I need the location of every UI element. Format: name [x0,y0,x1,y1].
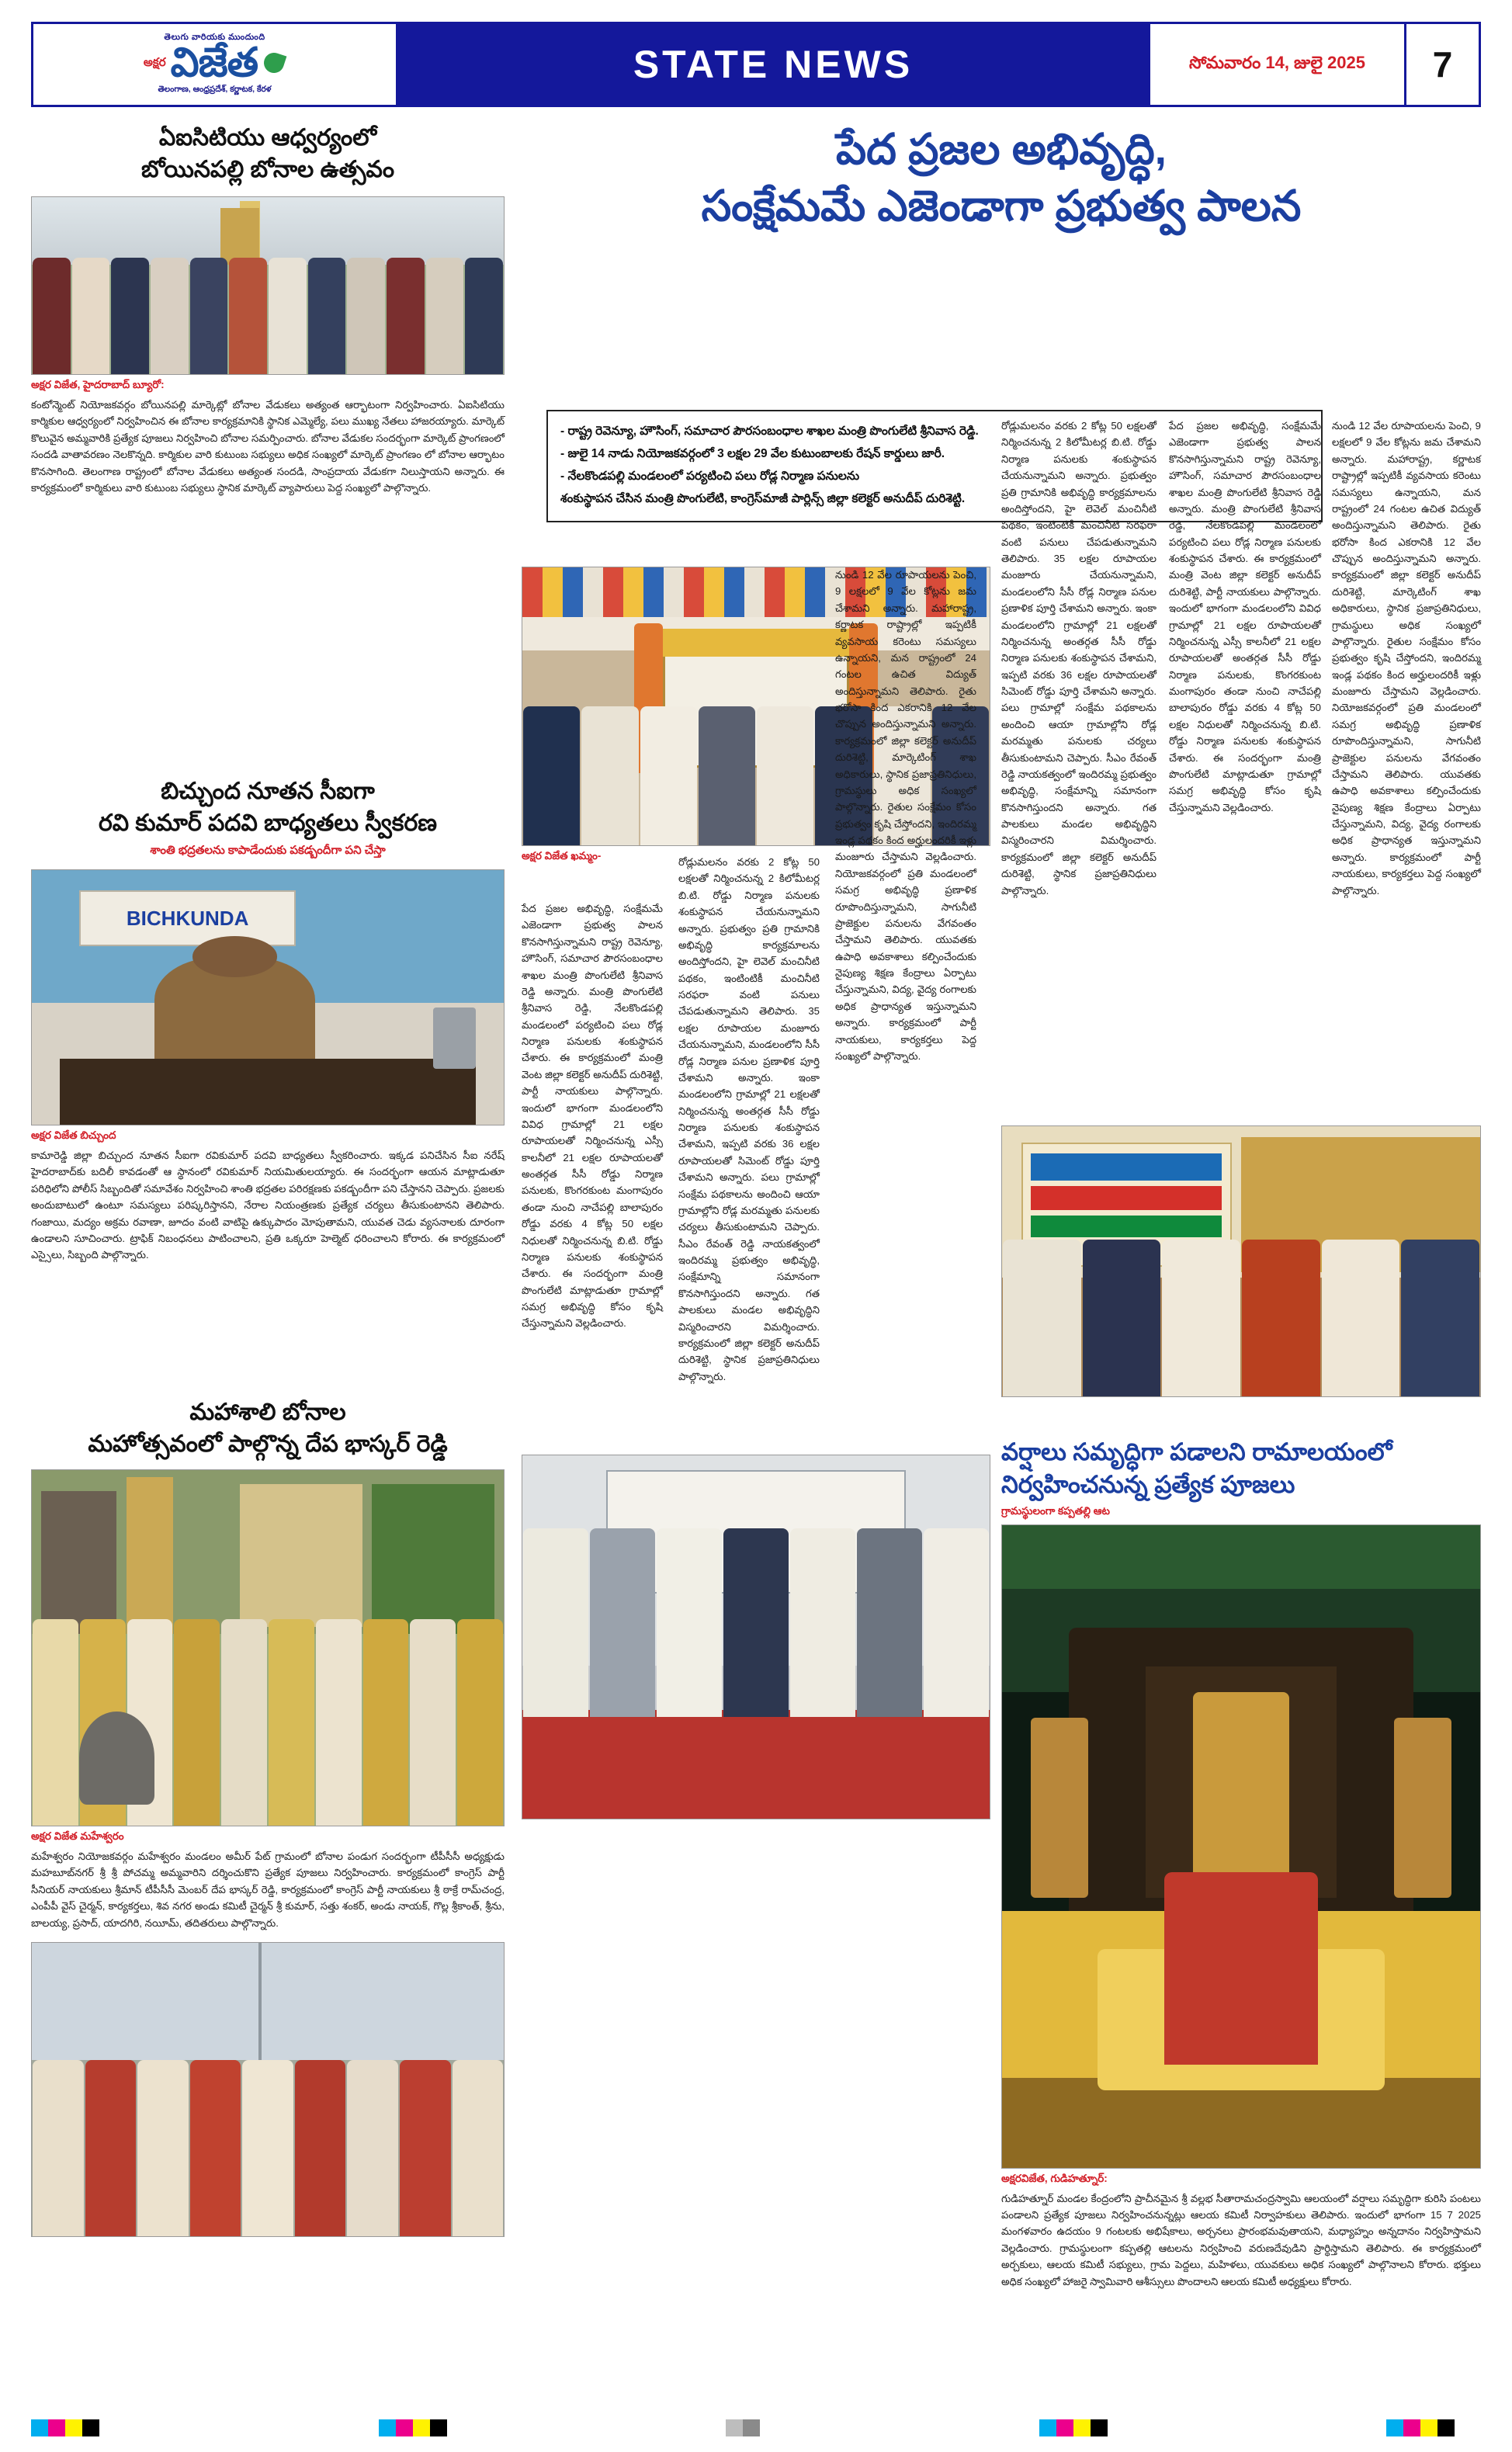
main-story [522,121,1481,234]
story-bichkunda-subhead: శాంతి భద్రతలను కాపాడేందుకు పకడ్బందీగా పని చేస్తా [150,844,386,857]
main-story-headline: పేద ప్రజల అభివృద్ధి, సంక్షేమమే ఎజెండాగా ప్రభుత్వ పాలన [701,125,1302,230]
color-swatch-grey-dark [743,2419,760,2436]
color-swatch-group-2 [379,2419,447,2436]
color-swatch-magenta [48,2419,65,2436]
color-swatch-cyan [379,2419,396,2436]
main-story-caption: అక్షర విజేత ఖమ్మం- [522,850,602,862]
color-swatch-cyan [1039,2419,1056,2436]
masthead [31,22,1481,107]
publication-logo [33,24,398,105]
color-swatch-cyan [1386,2419,1403,2436]
story-mahotsavam-photo-2 [31,1942,505,2237]
story-mahotsavam-body: మహేశ్వరం నియోజకవర్గం మహేశ్వరం మండలం అమీర్ పేట్ గ్రామంలో బోనాల పండుగ సందర్భంగా టీపీసీసీ అధ్యక్షుడు మహబూబ్‌నగర్ శ్రీ శ్రీ పోచమ్మ అమ్మవారిని దర్శించుకొని ప్రత్యేక పూజలు నిర్వహించారు. కార్యక్రమంలో కాంగ్రెస్ పార్టీ సీనియర్ నాయకులు శ్రీమాన్ టీపీసీసీ మెంబర్ దేప భాస్కర్ రెడ్డి, కార్యక్రమంలో కాంగ్రెస్ పార్టీ నాయకులు శ్రీ ఠాక్రే రామ్‌చంద్ర, ఎంపీపీ వైస్ చైర్మన్, కార్యకర్తలు, శివ నగర అండు కమిటీ చైర్మన్ శ్రీ కుమార్, సత్తు శంకర్, అండు నాయక్, గొల్ల శ్రీకాంత్, శ్రీను, బాలయ్య, ప్రసాద్, యాదగిరి, నయీమ్, తదితరులు పాల్గొన్నారు. [31,1850,505,1929]
story-ramalayam-subhead: గ్రామస్థులంగా కప్పతల్లి ఆట [1001,1504,1110,1517]
bichkunda-sign-text: BICHKUNDA [79,890,297,946]
story-bichkunda [31,776,505,1264]
story-mahotsavam-headline: మహాశాలి బోనాల మహోత్సవంలో పాల్గొన్న దేప భాస్కర్ రెడ్డి [88,1399,448,1457]
story-tngos [522,1444,990,1823]
color-swatch-black [1091,2419,1108,2436]
main-story-text-col-6: నుండి 12 వేల రూపాయలను పెంచి, 9 లక్షలలో 9 వేల కోట్లను జమ చేశామని అన్నారు. మహారాష్ట్ర, కర్ణాటక రాష్ట్రాల్లో ఇప్పటికీ వ్యవసాయ కరెంటు సమస్యలు ఉన్నాయని, మన రాష్ట్రంలో 24 గంటల ఉచిత విద్యుత్ అందిస్తున్నామని తెలిపారు. రైతు భరోసా కింద ఎకరానికి 12 వేల చొప్పున అందిస్తున్నామని అన్నారు. కార్యక్రమంలో జిల్లా కలెక్టర్ అనుదీప్ దురిశెట్టి, మార్కెటింగ్ శాఖ అధికారులు, స్థానిక ప్రజాప్రతినిధులు, గ్రామస్థులు అధిక సంఖ్యలో పాల్గొన్నారు. రైతుల సంక్షేమం కోసం ప్రభుత్వం కృషి చేస్తోందని, ఇందిరమ్మ ఇండ్ల పథకం కింద అర్హులందరికీ ఇళ్లు మంజూరు చేస్తామని వెల్లడించారు. నియోజకవర్గంలో ప్రతి మండలంలో సమగ్ర అభివృద్ధి ప్రణాళిక రూపొందిస్తున్నామని, సాగునీటి ప్రాజెక్టుల పనులను వేగవంతం చేస్తామని తెలిపారు. యువతకు ఉపాధి అవకాశాలు కల్పించేందుకు నైపుణ్య శిక్షణ కేంద్రాలు ఏర్పాటు చేస్తున్నామని, విద్య, వైద్య రంగాలకు అధిక ప్రాధాన్యత ఇస్తున్నామని అన్నారు. కార్యక్రమంలో పార్టీ నాయకులు, కార్యకర్తలు పెద్ద సంఖ్యలో పాల్గొన్నారు. [1332,420,1481,897]
leaf-icon [262,50,287,76]
color-swatch-group-3 [726,2419,760,2436]
color-swatch-yellow [1420,2419,1437,2436]
color-swatch-cyan [31,2419,48,2436]
color-swatch-magenta [1056,2419,1073,2436]
main-story-text-col-1: పేద ప్రజల అభివృద్ధి, సంక్షేమమే ఎజెండాగా ప్రభుత్వ పాలన కొనసాగిస్తున్నామని రాష్ట్ర రెవెన్యూ, హౌసింగ్, సమాచార పౌరసంబంధాల శాఖల మంత్రి పొంగులేటి శ్రీనివాస రెడ్డి అన్నారు. మంత్రి పొంగులేటి శ్రీనివాస రెడ్డి, నేలకొండపల్లి మండలంలో పర్యటించి పలు రోడ్ల నిర్మాణ పనులకు శంకుస్థాపన చేశారు. ఈ కార్యక్రమంలో మంత్రి వెంట జిల్లా కలెక్టర్ అనుదీప్ దురిశెట్టి, పార్టీ నాయకులు పాల్గొన్నారు. ఇందులో భాగంగా మండలంలోని వివిధ గ్రామాల్లో 21 లక్షల రూపాయలతో నిర్మించనున్న ఎస్సీ కాలనీలో 21 లక్షల రూపాయలతో అంతర్గత సీసీ రోడ్డు నిర్మాణ పనులకు, కొంగరకుంట మంగాపురం తండా నుంచి నాచేపల్లి బాలాపురం రోడ్డు వరకు 4 కోట్ల 50 లక్షల నిధులతో నిర్మించనున్న బి.టి. రోడ్డు నిర్మాణ పనులకు శంకుస్థాపన చేశారు. ఈ సందర్భంగా మంత్రి పొంగులేటి మాట్లాడుతూ గ్రామాల్లో సమగ్ర అభివృద్ధి కోసం కృషి చేస్తున్నామని వెల్లడించారు. [522,903,663,1330]
story-bichkunda-body: కామారెడ్డి జిల్లా బిచ్చుంద నూతన సీఐగా రవికుమార్ పదవి బాధ్యతలు స్వీకరించారు. ఇక్కడ పనిచేసిన సీఐ నరేష్ హైదరాబాద్‌కు బదిలీ కావడంతో ఆ స్థానంలో రవికుమార్ నియమితులయ్యారు. ఈ సందర్భంగా ఆయన మాట్లాడుతూ పరిధిలోని పోలీస్ సిబ్బందితో సమావేశం నిర్వహించి శాంతి భద్రతల పరిరక్షణకు పకడ్బందీగా పని చేస్తానని చెప్పారు. ప్రజలకు అందుబాటులో ఉంటూ సమస్యలు పరిష్కరిస్తానని, నేరాల నియంత్రణకు ప్రత్యేక చర్యలు తీసుకుంటానని తెలిపారు. గంజాయి, మద్యం అక్రమ రవాణా, జూదం వంటి వాటిపై ఉక్కుపాదం మోపుతామని, యువత చెడు వ్యసనాలకు దూరంగా ఉండాలని సూచించారు. ట్రాఫిక్ నిబంధనలు పాటించాలని, ప్రతి ఒక్కరూ హెల్మెట్ ధరించాలని కోరారు. ఈ కార్యక్రమంలో ఎస్సైలు, సిబ్బంది పాల్గొన్నారు. [31,1150,505,1261]
section-title: STATE NEWS [398,24,1148,105]
story-ramalayam [1001,1436,1481,2290]
story-ramalayam-photo [1001,1524,1481,2169]
minister-speech-photo-block [1001,1125,1481,1397]
main-story-text-col-5: పేద ప్రజల అభివృద్ధి, సంక్షేమమే ఎజెండాగా ప్రభుత్వ పాలన కొనసాగిస్తున్నామని రాష్ట్ర రెవెన్యూ, హౌసింగ్, సమాచార పౌరసంబంధాల శాఖల మంత్రి పొంగులేటి శ్రీనివాస రెడ్డి అన్నారు. మంత్రి పొంగులేటి శ్రీనివాస రెడ్డి, నేలకొండపల్లి మండలంలో పర్యటించి పలు రోడ్ల నిర్మాణ పనులకు శంకుస్థాపన చేశారు. ఈ కార్యక్రమంలో మంత్రి వెంట జిల్లా కలెక్టర్ అనుదీప్ దురిశెట్టి, పార్టీ నాయకులు పాల్గొన్నారు. ఇందులో భాగంగా మండలంలోని వివిధ గ్రామాల్లో 21 లక్షల రూపాయలతో నిర్మించనున్న ఎస్సీ కాలనీలో 21 లక్షల రూపాయలతో అంతర్గత సీసీ రోడ్డు నిర్మాణ పనులకు, కొంగరకుంట మంగాపురం తండా నుంచి నాచేపల్లి బాలాపురం రోడ్డు వరకు 4 కోట్ల 50 లక్షల నిధులతో నిర్మించనున్న బి.టి. రోడ్డు నిర్మాణ పనులకు శంకుస్థాపన చేశారు. ఈ సందర్భంగా మంత్రి పొంగులేటి మాట్లాడుతూ గ్రామాల్లో సమగ్ర అభివృద్ధి కోసం కృషి చేస్తున్నామని వెల్లడించారు. [1169,420,1321,813]
color-swatch-black [1437,2419,1455,2436]
story-ramalayam-headline: వర్షాలు సమృద్ధిగా పడాలని రామాలయంలో నిర్వహించనున్న ప్రత్యేక పూజలు [1001,1438,1392,1498]
story-bichkunda-caption: అక్షర విజేత బిచ్చుంద [31,1129,116,1141]
story-bichkunda-photo [31,869,505,1125]
color-swatch-yellow [413,2419,430,2436]
story-ramalayam-caption: అక్షరవిజేత, గుడిహత్నూర్: [1001,2172,1108,2184]
bullet-2: - జులై 14 నాడు నియోజకవర్గంలో 3 లక్షల 29 వేల కుటుంబాలకు రేషన్ కార్డులు జారీ. [560,447,945,461]
color-swatch-black [430,2419,447,2436]
color-swatch-group-1 [31,2419,99,2436]
logo-title-text: విజేత [170,40,258,85]
story-ramalayam-body: గుడిహత్నూర్ మండల కేంద్రంలోని ప్రాచీనమైన శ్రీ వల్లభ సీతారామచంద్రస్వామి ఆలయంలో వర్షాలు సమృద్ధిగా కురిసి పంటలు పండాలని ప్రత్యేక పూజలు నిర్వహించనున్నట్లు ఆలయ కమిటీ నిర్వాహకులు తెలిపారు. ఇందులో భాగంగా 15 7 2025 మంగళవారం ఉదయం 9 గంటలకు అభిషేకాలు, అర్చనలు ప్రారంభమవుతాయని, మధ్యాహ్నం అన్నదానం నిర్వహిస్తామని వెల్లడించారు. గ్రామస్థులంగా కప్పతల్లి ఆటలను నిర్వహించి వరుణదేవుడిని ప్రార్థిస్తామని తెలిపారు. ఈ కార్యక్రమంలో అర్చకులు, ఆలయ కమిటీ సభ్యులు, గ్రామ పెద్దలు, మహిళలు, యువకులు అధిక సంఖ్యలో పాల్గొనాలని కోరారు. భక్తులు అధిక సంఖ్యలో హాజరై స్వామివారి ఆశీస్సులు పొందాలని ఆలయ కమిటీ అధ్యక్షులు కోరారు. [1001,2192,1481,2287]
story-boyinpalli-caption: అక్షర విజేత, హైదరాబాద్ బ్యూరో: [31,379,165,390]
color-swatch-yellow [65,2419,82,2436]
logo-akshara-text: అక్షర [143,55,166,69]
color-swatch-black [82,2419,99,2436]
story-mahotsavam-caption: అక్షర విజేత మహేశ్వరం [31,1830,124,1842]
edition-date: సోమవారం 14, జులై 2025 [1148,24,1404,105]
story-bichkunda-headline: బిచ్చుంద నూతన సీఐగా రవి కుమార్ పదవి బాధ్యతలు స్వీకరణ [98,779,438,836]
bullet-3: - నేలకొండపల్లి మండలంలో పర్యటించి పలు రోడ్ల నిర్మాణ పనులను [560,470,860,484]
color-registration-bar [31,2418,1481,2438]
story-mahotsavam [31,1397,505,2237]
story-tngos-photo [522,1455,990,1819]
story-boyinpalli-body: కంటోన్మెంట్ నియోజకవర్గం బోయినపల్లి మార్కెట్లో బోనాల వేడుకలు అత్యంత ఆర్భాటంగా నిర్వహించారు. ఏఐసిటియు కార్మికుల ఆధ్వర్యంలో నిర్వహించిన ఈ బోనాల కార్యక్రమానికి స్థానిక ఎమ్మెల్యే, పలు ముఖ్య నేతలు హాజరయ్యారు. మార్కెట్ కొలువైన అమ్మవారికి ప్రత్యేక పూజలు నిర్వహించి బోనాల సమర్పించారు. బోనాల వేడుకల సందర్భంగా మార్కెట్ ప్రాంగణంలో సందడి వాతావరణం నెలకొన్నది. కార్మికుల వారి కుటుంబ సభ్యులు అధిక సంఖ్యలో మార్కెట్ ప్రాంగణం లో బోనాల ఆర్భాటం కొనసాగింది. తెలంగాణ రాష్ట్రంలో బోనాల వేడుకలు అత్యంత సందడి, సాంప్రదాయ వేడుకగా నిలుస్తాయని అన్నారు. ఈ కార్యక్రమంలో కార్మికులు వారి కుటుంబ సభ్యులు స్థానిక మార్కెట్ వ్యాపారులు పెద్ద సంఖ్యలో పాల్గొన్నారు. [31,399,505,494]
minister-speech-photo [1001,1125,1481,1397]
logo-states-line: తెలంగాణ, ఆంధ్రప్రదేశ్, కర్ణాటక, కేరళ [158,85,272,95]
page-number: 7 [1404,24,1479,105]
color-swatch-group-5 [1386,2419,1455,2436]
main-story-text-col-2: రోడ్లుమలనం వరకు 2 కోట్ల 50 లక్షలతో నిర్మించనున్న 2 కిలోమీటర్ల బి.టి. రోడ్డు నిర్మాణ పనులకు శంకుస్థాపన చేయనున్నామని అన్నారు. ప్రభుత్వం ప్రతి గ్రామానికి అభివృద్ధి కార్యక్రమాలను అందిస్తోందని, హై లెవెల్ మంచినీటి పథకం, ఇంటింటికీ మంచినీటి సరఫరా వంటి పనులు చేపడుతున్నామని తెలిపారు. 35 లక్షల రూపాయల మంజూరు చేయనున్నామని, మండలంలోని సీసీ రోడ్ల నిర్మాణ పనుల ప్రణాళిక పూర్తి చేశామని అన్నారు. ఇంకా మండలంలోని గ్రామాల్లో 21 లక్షలతో నిర్మించనున్న అంతర్గత సీసీ రోడ్డు నిర్మాణ పనులకు శంకుస్థాపన చేశామని, ఇప్పటి వరకు 36 లక్షల రూపాయలతో సిమెంట్ రోడ్డు పూర్తి చేశామని అన్నారు. పలు గ్రామాల్లో సంక్షేమ పథకాలను అందించి ఆయా గ్రామాల్లోని రోడ్ల మరమ్మతు పనులకు చర్యలు తీసుకుంటామని చెప్పారు. సీఎం రేవంత్ రెడ్డి నాయకత్వంలో ఇందిరమ్మ ప్రభుత్వం అభివృద్ధి, సంక్షేమాన్ని సమానంగా కొనసాగిస్తుందని అన్నారు. గత పాలకులు మండల అభివృద్ధిని విస్మరించారని విమర్శించారు. కార్యక్రమంలో జిల్లా కలెక్టర్ అనుదీప్ దురిశెట్టి, స్థానిక ప్రజాప్రతినిధులు పాల్గొన్నారు. [678,856,820,1382]
color-swatch-magenta [396,2419,413,2436]
bullet-1: - రాష్ట్ర రెవెన్యూ, హౌసింగ్, సమాచార పౌరసంబంధాల శాఖల మంత్రి పొంగులేటి శ్రీనివాస రెడ్డి. [560,425,979,438]
story-boyinpalli-headline: ఏఐసిటియు ఆధ్వర్యంలో బోయినపల్లి బోనాల ఉత్సవం [140,125,395,182]
story-boyinpalli [31,123,505,496]
story-mahotsavam-photo [31,1469,505,1826]
logo-tagline-top: తెలుగు వారియకు ముందుంది [164,32,265,42]
logo-wordmark [143,40,286,85]
color-swatch-group-4 [1039,2419,1108,2436]
color-swatch-yellow [1073,2419,1091,2436]
color-swatch-magenta [1403,2419,1420,2436]
color-swatch-grey [726,2419,743,2436]
bullet-4: శంకుస్థాపన చేసిన మంత్రి పొంగులేటి, కాంగ్రెస్‌మాజీ పార్లిన్స్ జిల్లా కలెక్టర్ అనుదీప్ దురిశెట్టి. [560,492,966,506]
main-story-text-col-3: నుండి 12 వేల రూపాయలను పెంచి, 9 లక్షలలో 9 వేల కోట్లను జమ చేశామని అన్నారు. మహారాష్ట్ర, కర్ణాటక రాష్ట్రాల్లో ఇప్పటికీ వ్యవసాయ కరెంటు సమస్యలు ఉన్నాయని, మన రాష్ట్రంలో 24 గంటల ఉచిత విద్యుత్ అందిస్తున్నామని తెలిపారు. రైతు భరోసా కింద ఎకరానికి 12 వేల చొప్పున అందిస్తున్నామని అన్నారు. కార్యక్రమంలో జిల్లా కలెక్టర్ అనుదీప్ దురిశెట్టి, మార్కెటింగ్ శాఖ అధికారులు, స్థానిక ప్రజాప్రతినిధులు, గ్రామస్థులు అధిక సంఖ్యలో పాల్గొన్నారు. రైతుల సంక్షేమం కోసం ప్రభుత్వం కృషి చేస్తోందని, ఇందిరమ్మ ఇండ్ల పథకం కింద అర్హులందరికీ ఇళ్లు మంజూరు చేస్తామని వెల్లడించారు. నియోజకవర్గంలో ప్రతి మండలంలో సమగ్ర అభివృద్ధి ప్రణాళిక రూపొందిస్తున్నామని, సాగునీటి ప్రాజెక్టుల పనులను వేగవంతం చేస్తామని తెలిపారు. యువతకు ఉపాధి అవకాశాలు కల్పించేందుకు నైపుణ్య శిక్షణ కేంద్రాలు ఏర్పాటు చేస్తున్నామని, విద్య, వైద్య రంగాలకు అధిక ప్రాధాన్యత ఇస్తున్నామని అన్నారు. కార్యక్రమంలో పార్టీ నాయకులు, కార్యకర్తలు పెద్ద సంఖ్యలో పాల్గొన్నారు. [835,569,976,1062]
main-story-text-col-4: రోడ్లుమలనం వరకు 2 కోట్ల 50 లక్షలతో నిర్మించనున్న 2 కిలోమీటర్ల బి.టి. రోడ్డు నిర్మాణ పనులకు శంకుస్థాపన చేయనున్నామని అన్నారు. ప్రభుత్వం ప్రతి గ్రామానికి అభివృద్ధి కార్యక్రమాలను అందిస్తోందని, హై లెవెల్ మంచినీటి పథకం, ఇంటింటికీ మంచినీటి సరఫరా వంటి పనులు చేపడుతున్నామని తెలిపారు. 35 లక్షల రూపాయల మంజూరు చేయనున్నామని, మండలంలోని సీసీ రోడ్ల నిర్మాణ పనుల ప్రణాళిక పూర్తి చేశామని అన్నారు. ఇంకా మండలంలోని గ్రామాల్లో 21 లక్షలతో నిర్మించనున్న అంతర్గత సీసీ రోడ్డు నిర్మాణ పనులకు శంకుస్థాపన చేశామని, ఇప్పటి వరకు 36 లక్షల రూపాయలతో సిమెంట్ రోడ్డు పూర్తి చేశామని అన్నారు. పలు గ్రామాల్లో సంక్షేమ పథకాలను అందించి ఆయా గ్రామాల్లోని రోడ్ల మరమ్మతు పనులకు చర్యలు తీసుకుంటామని చెప్పారు. సీఎం రేవంత్ రెడ్డి నాయకత్వంలో ఇందిరమ్మ ప్రభుత్వం అభివృద్ధి, సంక్షేమాన్ని సమానంగా కొనసాగిస్తుందని అన్నారు. గత పాలకులు మండల అభివృద్ధిని విస్మరించారని విమర్శించారు. కార్యక్రమంలో జిల్లా కలెక్టర్ అనుదీప్ దురిశెట్టి, స్థానిక ప్రజాప్రతినిధులు పాల్గొన్నారు. [1001,420,1157,897]
story-boyinpalli-photo [31,196,505,375]
